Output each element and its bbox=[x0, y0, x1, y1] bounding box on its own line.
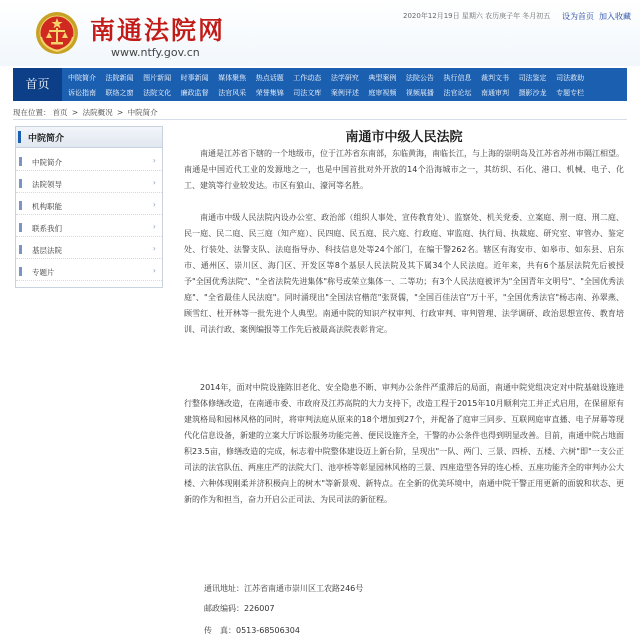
chevron-right-icon: › bbox=[152, 222, 156, 231]
contact-address: 通讯地址：江苏省南通市崇川区工农路246号 bbox=[204, 584, 364, 593]
breadcrumb-link-home[interactable]: 首页 bbox=[52, 108, 68, 117]
nav-item[interactable]: 司法救助 bbox=[556, 74, 585, 82]
nav-item[interactable]: 司法文库 bbox=[293, 89, 322, 97]
nav-item[interactable]: 图片新闻 bbox=[143, 74, 172, 82]
sidebar-item-functions[interactable] bbox=[16, 197, 162, 215]
nav-home-tab[interactable]: 首页 bbox=[13, 68, 62, 101]
contact-postcode: 邮政编码：226007 bbox=[204, 604, 275, 613]
nav-item[interactable]: 法院公告 bbox=[405, 74, 434, 82]
site-header bbox=[0, 0, 640, 66]
sidebar-header-marker bbox=[18, 131, 21, 143]
contact-fax: 传 真：0513-68506304 bbox=[204, 626, 300, 635]
site-title: 南通法院网 bbox=[90, 16, 226, 45]
nav-item[interactable]: 廉政监督 bbox=[180, 89, 209, 97]
nav-item[interactable]: 专题专栏 bbox=[556, 89, 585, 97]
article-title: 南通市中级人民法院 bbox=[345, 130, 463, 145]
article-paragraph: 南通市中级人民法院内设办公室、政治部（组织人事处、宣传教育处）、监察处、机关党委、立案庭、刑一庭、刑二庭、民一庭、民二庭、民三庭（知产庭）、民四庭、民五庭、民六庭、行政庭、审监庭、执行局、执裁庭、研究室、审管办、鉴定处、行装处、法警支队、法庭指导办、科技信息处等24个部门，在编干警262名。辖区有海安市、如皋市、如东县、启东市、通州区、崇川区、海门区、开发区等8个基层人民法院及其下属34个人民法庭。近年来，共有6个基层法院先后被授予"全国优秀法院"、"全省法院先进集体"称号或荣立集体一、二等功；有3个人民法庭被评为"全国青年文明号"、"全国优秀法庭"、"全省最佳人民法庭"。同时涌现出"全国法官楷范"张贤儒，"全国百佳法官"万十平，"全国优秀法官"杨志南、孙翠燕、顾雪红、杜开林等一批先进个人典型。南通中院的知识产权审判、行政审判、审判管理、法学调研、政治思想宣传、教育培训、司法行政、案例编报等工作先后被最高法院表彰肯定。 bbox=[184, 213, 624, 334]
nav-item[interactable]: 司法鉴定 bbox=[518, 74, 547, 82]
nav-item[interactable]: 热点话题 bbox=[255, 74, 284, 82]
breadcrumb-link-overview[interactable]: 法院概况 bbox=[82, 108, 113, 117]
sidebar-item-contact[interactable] bbox=[16, 219, 162, 237]
breadcrumb-prefix: 现在位置： bbox=[13, 108, 51, 117]
court-emblem-icon bbox=[35, 11, 79, 55]
sidebar-item-label: 基层法院 bbox=[32, 246, 62, 255]
nav-item[interactable]: 裁判文书 bbox=[481, 74, 510, 82]
nav-item[interactable]: 法官风采 bbox=[218, 89, 247, 97]
article-paragraph: 南通是江苏省下辖的一个地级市，位于江苏省东南部，东临黄海，南临长江，与上海的崇明岛及江苏省苏州市隔江相望。南通是中国近代工业的发源地之一，也是中国首批对外开放的14个沿海城市之一，其纺织、石化、港口、机械、电子、化工、建筑等行业较发达。市区有狼山、濠河等名胜。 bbox=[184, 149, 624, 190]
nav-item[interactable]: 案例评述 bbox=[330, 89, 359, 97]
nav-item[interactable]: 执行信息 bbox=[443, 74, 472, 82]
nav-item[interactable]: 法院文化 bbox=[143, 89, 172, 97]
sidebar-header bbox=[16, 127, 162, 148]
set-homepage-link[interactable]: 设为首页 bbox=[562, 12, 594, 21]
chevron-right-icon: › bbox=[152, 266, 156, 275]
sidebar-item-label: 联系我们 bbox=[32, 224, 62, 233]
sidebar-item-films[interactable] bbox=[16, 263, 162, 281]
nav-item[interactable]: 庭审视频 bbox=[368, 89, 397, 97]
nav-item[interactable]: 典型案例 bbox=[368, 74, 397, 82]
nav-item[interactable]: 法官论坛 bbox=[443, 89, 472, 97]
nav-item[interactable]: 工作动态 bbox=[293, 74, 322, 82]
sidebar bbox=[15, 126, 163, 288]
nav-item[interactable]: 联络之窗 bbox=[105, 89, 134, 97]
nav-item[interactable]: 荣誉集锦 bbox=[255, 89, 284, 97]
nav-item[interactable]: 时事新闻 bbox=[180, 74, 209, 82]
chevron-right-icon: › bbox=[152, 156, 156, 165]
sidebar-title: 中院简介 bbox=[28, 134, 65, 144]
site-url: www.ntfy.gov.cn bbox=[111, 46, 200, 59]
breadcrumb-current: 中院简介 bbox=[127, 108, 158, 117]
sidebar-item-label: 中院简介 bbox=[32, 158, 62, 167]
article-paragraph: 2014年，面对中院设施陈旧老化、安全隐患不断、审判办公条件严重滞后的局面，南通中院党组决定对中院基础设施进行整体修缮改造，在南通市委、市政府及江苏高院的大力支持下，改造工程于2015年10月顺利完工并正式启用，在保留原有建筑格局和园林风格的同时，将审判法庭从原来的18个增加到27个，并配备了庭审三同步、互联网庭审直播、电子屏幕等现代化信息设备，新建的立案大厅诉讼服务功能完善、便民设施齐全，干警的办公条件也得到明显改善。目前，南通中院占地面积23.5亩，修缮改造的完成，标志着中院整体建设迈上新台阶，呈现出"一队、两门、三景、四桥、五楼、六树"即"一支公正司法的法官队伍、两座庄严的法院大门、池亭桥等彰显园林风格的三景、四座造型各异的连心桥、五座功能齐全的审判办公大楼、六种体现刚柔并济积极向上的树木"等新景观、新特点。在全新的优美环境中，南通中院干警正用更新的面貌和状态、更新的作为和担当，奋力开启公正司法、为民司法的新征程。 bbox=[184, 383, 624, 504]
nav-row-1 bbox=[68, 71, 591, 85]
bullet-icon bbox=[19, 267, 22, 276]
breadcrumb-separator: > bbox=[116, 108, 124, 117]
bullet-icon bbox=[19, 245, 22, 254]
chevron-right-icon: › bbox=[152, 244, 156, 253]
nav-item[interactable]: 中院简介 bbox=[68, 74, 96, 82]
add-favorite-link[interactable]: 加入收藏 bbox=[599, 12, 631, 21]
chevron-right-icon: › bbox=[152, 200, 156, 209]
sidebar-item-label: 法院领导 bbox=[32, 180, 62, 189]
main-nav bbox=[13, 68, 627, 101]
nav-item[interactable]: 南通审判 bbox=[481, 89, 510, 97]
sidebar-item-label: 专题片 bbox=[32, 268, 55, 277]
chevron-right-icon: › bbox=[152, 178, 156, 187]
nav-item[interactable]: 视频展播 bbox=[405, 89, 434, 97]
nav-item[interactable]: 摄影沙龙 bbox=[518, 89, 547, 97]
sidebar-item-base-courts[interactable] bbox=[16, 241, 162, 259]
bullet-icon bbox=[19, 179, 22, 188]
nav-row-2 bbox=[68, 86, 591, 100]
breadcrumb-separator: > bbox=[71, 108, 79, 117]
breadcrumb bbox=[13, 107, 160, 118]
sidebar-item-leaders[interactable] bbox=[16, 175, 162, 193]
bullet-icon bbox=[19, 157, 22, 166]
bullet-icon bbox=[19, 201, 22, 210]
date-line: 2020年12月19日 星期六 农历庚子年 冬月初五 bbox=[403, 12, 551, 20]
breadcrumb-divider bbox=[13, 119, 627, 120]
nav-item[interactable]: 法院新闻 bbox=[105, 74, 134, 82]
nav-item[interactable]: 诉讼指南 bbox=[68, 89, 96, 97]
nav-item[interactable]: 媒体聚焦 bbox=[218, 74, 247, 82]
sidebar-item-intro[interactable] bbox=[16, 153, 162, 171]
nav-item[interactable]: 法学研究 bbox=[330, 74, 359, 82]
bullet-icon bbox=[19, 223, 22, 232]
sidebar-item-label: 机构职能 bbox=[32, 202, 62, 211]
